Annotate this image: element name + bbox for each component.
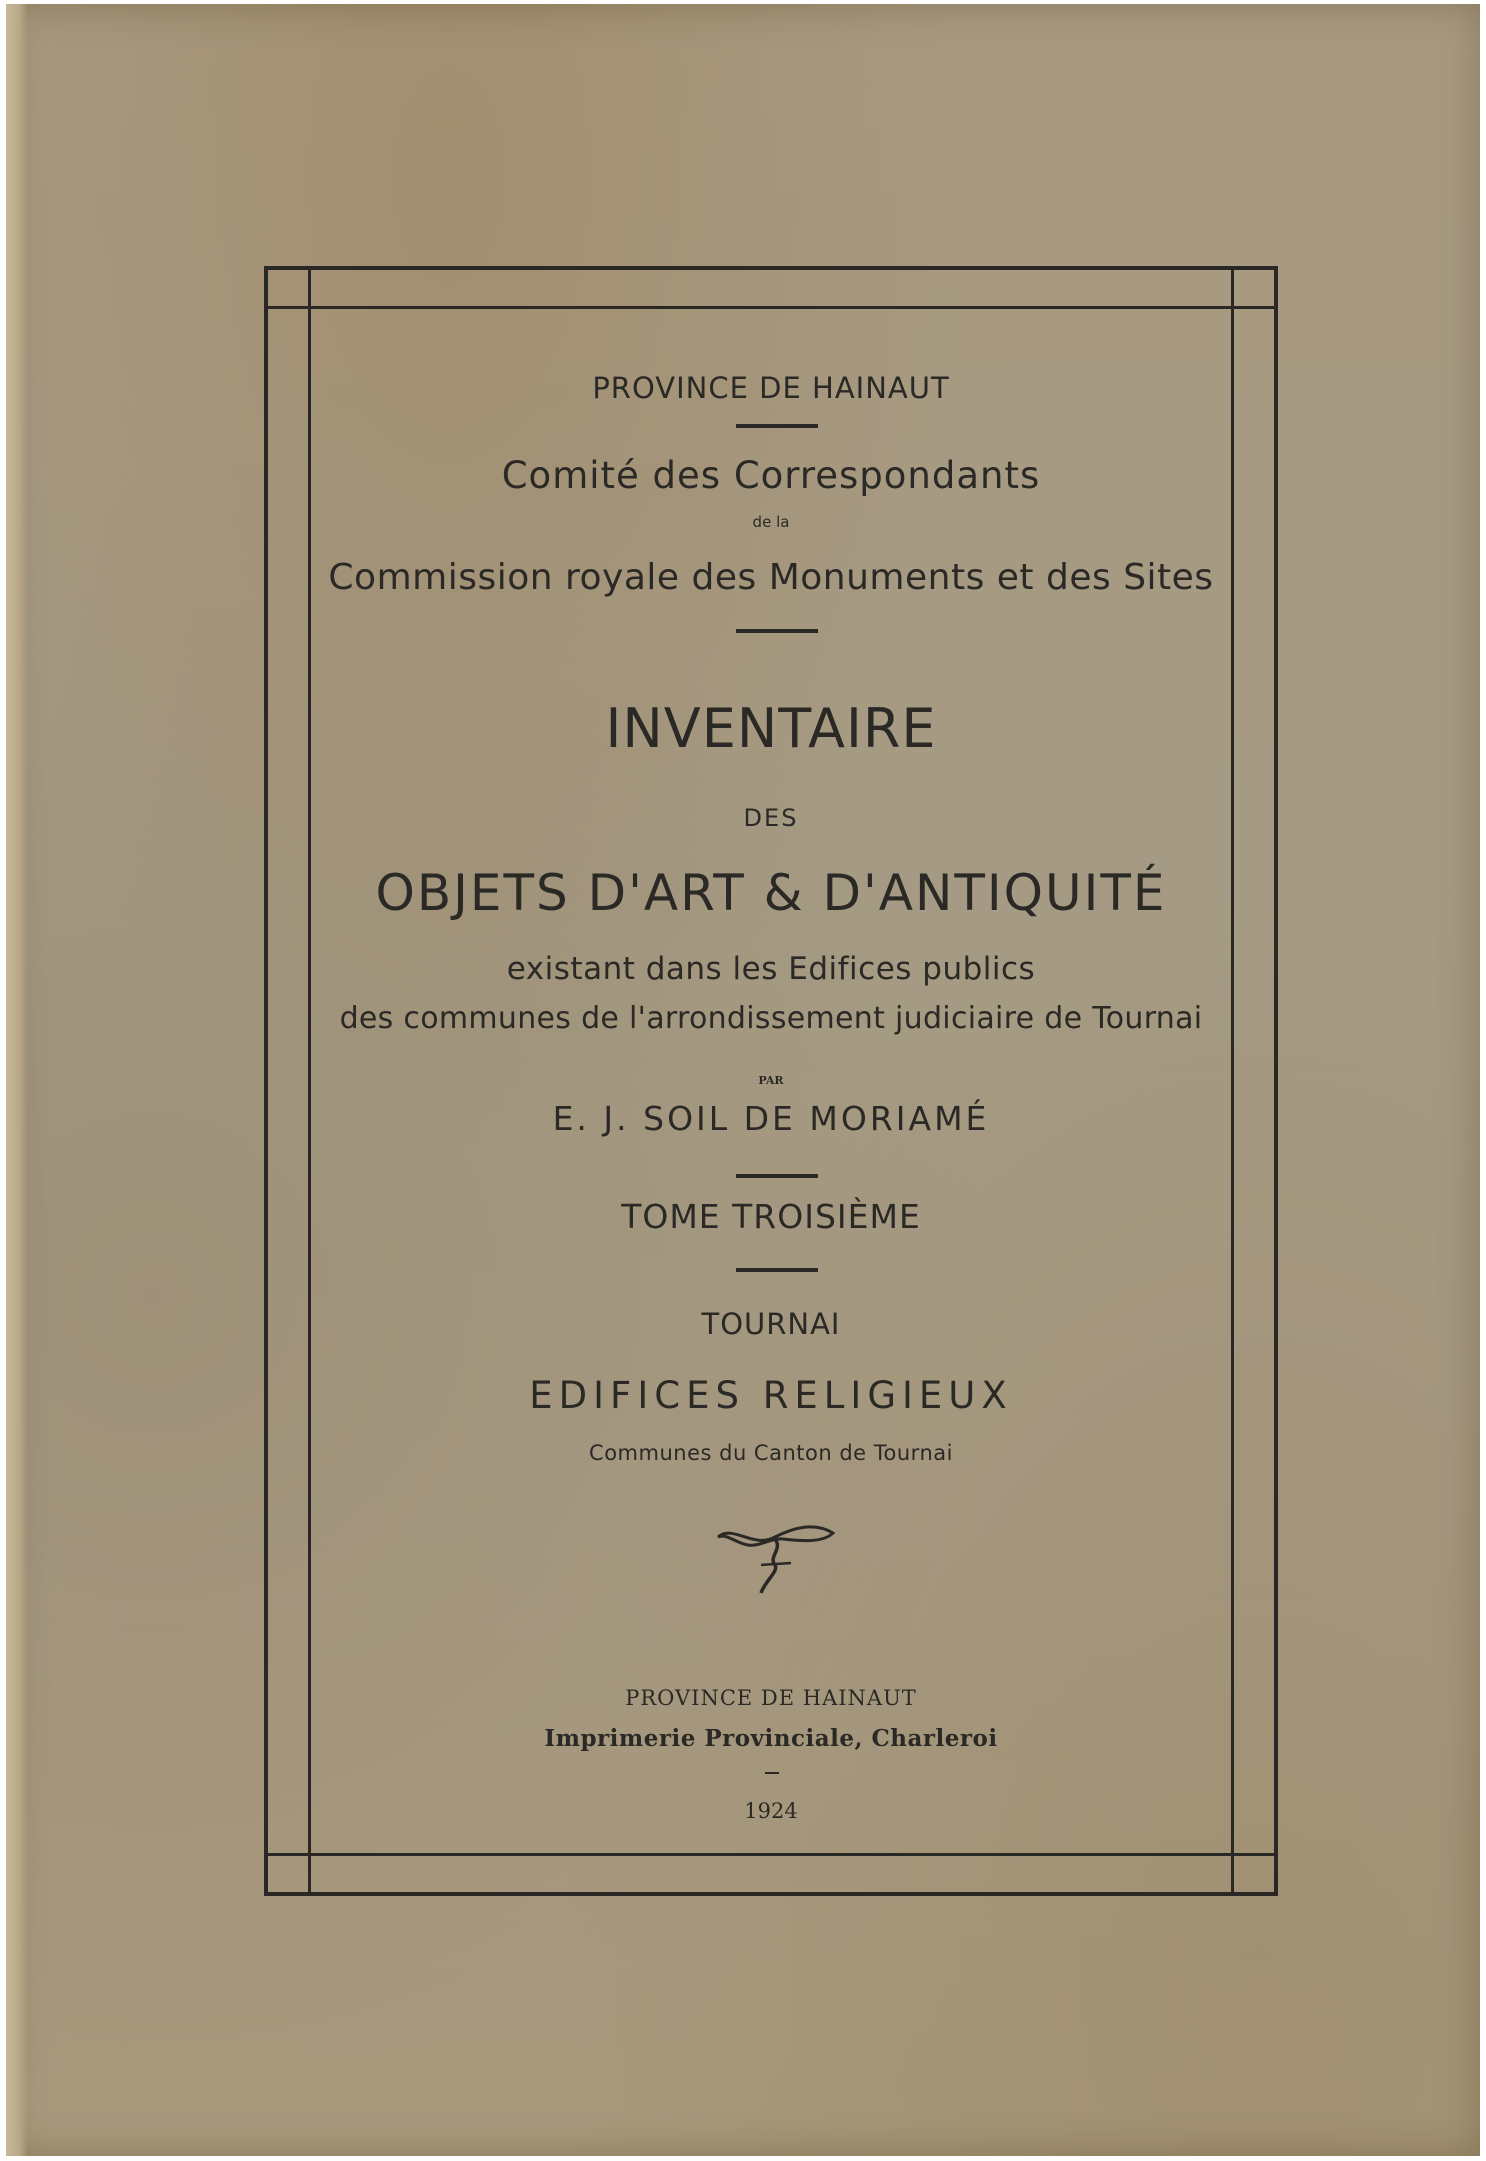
city-label: TOURNAI	[701, 1307, 841, 1341]
book-cover	[6, 4, 1480, 2156]
committee-line-1: Comité des Correspondants	[501, 454, 1041, 497]
subtitle-line-2: des communes de l'arrondissement judiciaire de Tournai	[339, 1001, 1203, 1036]
volume-label: TOME TROISIÈME	[621, 1197, 921, 1236]
small-dash	[765, 1772, 779, 1774]
committee-line-2: de la	[752, 513, 790, 531]
province-header: PROVINCE DE HAINAUT	[592, 371, 950, 405]
title-objets: OBJETS D'ART & D'ANTIQUITÉ	[375, 864, 1167, 922]
divider-rule-1	[736, 424, 818, 428]
author-name: E. J. SOIL DE MORIAMÉ	[552, 1099, 990, 1138]
section-label: EDIFICES RELIGIEUX	[529, 1374, 1013, 1417]
divider-rule-4	[736, 1268, 818, 1272]
divider-rule-3	[736, 1174, 818, 1178]
frame-bottom-crossline	[264, 1853, 1278, 1856]
publisher-printer: Imprimerie Provinciale, Charleroi	[544, 1725, 998, 1752]
title-des: DES	[743, 804, 799, 832]
publisher-province: PROVINCE DE HAINAUT	[625, 1686, 917, 1710]
subsection-label: Communes du Canton de Tournai	[589, 1441, 953, 1465]
frame-right-crossline	[1231, 266, 1234, 1896]
committee-line-3: Commission royale des Monuments et des Sites	[328, 557, 1214, 598]
flourish-ornament-icon	[713, 1519, 838, 1599]
title-inventaire: INVENTAIRE	[605, 697, 937, 760]
publication-year: 1924	[744, 1799, 798, 1823]
subtitle-line-1: existant dans les Edifices publics	[506, 951, 1036, 987]
title-page-content	[311, 309, 1231, 1853]
book-spine-edge	[6, 4, 28, 2156]
divider-rule-2	[736, 629, 818, 633]
by-label: PAR	[758, 1074, 784, 1087]
